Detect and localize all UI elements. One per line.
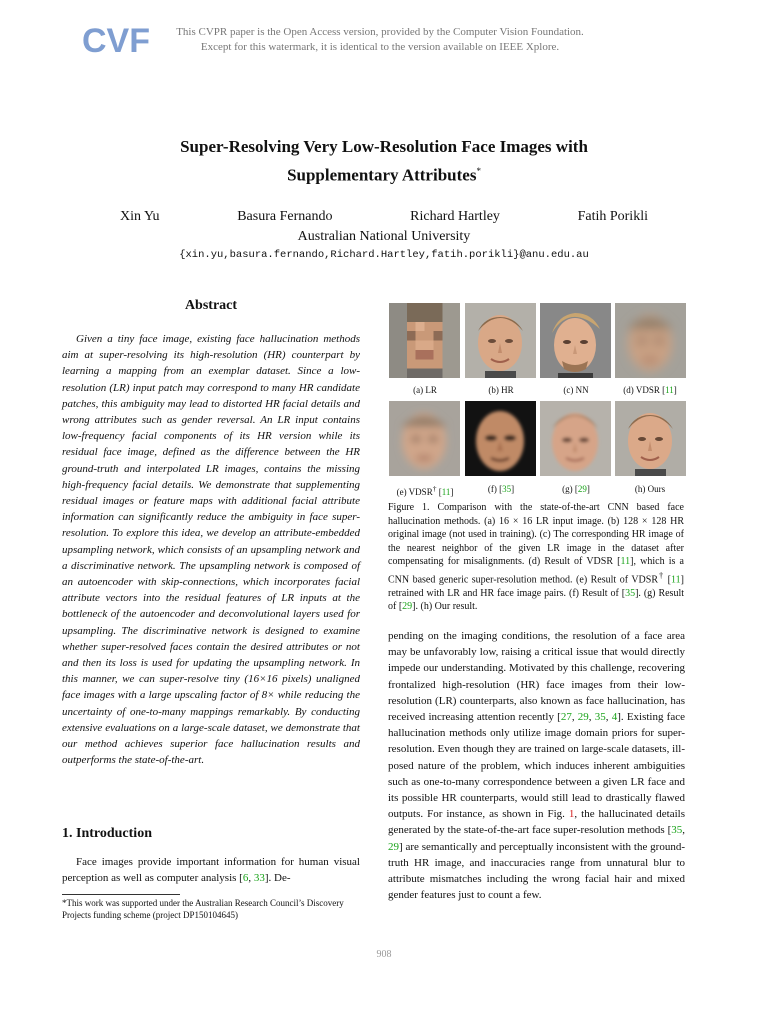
subfig-label-29: (g) [29]	[562, 484, 590, 494]
face-image-vdsr-retrained	[389, 401, 460, 476]
face-image-method-35	[465, 401, 536, 476]
face-image-nn	[540, 303, 611, 378]
citation-link[interactable]: 29	[402, 601, 413, 613]
citation-link[interactable]: 6	[242, 872, 249, 885]
footnote-divider	[62, 894, 180, 895]
watermark-line-1: This CVPR paper is the Open Access version, provided by the Computer Vision Foundation.	[176, 26, 584, 38]
citation-link[interactable]: 11	[665, 385, 674, 395]
intro-heading: 1. Introduction	[62, 826, 152, 841]
author-3: Richard Hartley	[410, 209, 500, 224]
watermark-line-2: Except for this watermark, it is identical to the version available on IEEE Xplore.	[200, 41, 560, 53]
face-image-lr	[389, 303, 460, 378]
citation-link[interactable]: 29	[577, 484, 587, 494]
abstract-text: Given a tiny face image, existing face hallucination methods aim at super-resolving its high-resolution (HR) counterpart by learning a mapping from an exemplar dataset. Since a low-resolution (LR) input patch may correspond to many HR candidate patches, this ambiguity may lead to distorted HR facial details and wrong attributes such as gender reversal. An LR input contains low-frequency facial components of its HR version while its residual face image, defined as the difference between the HR ground-truth and interpolated LR images, contains the missing high-frequency facial details. We demonstrate that supplementing residual images or feature maps with additional facial attribute information can significantly reduce the ambiguity in face super-resolution. To explore this idea, we develop an attribute-embedded upsampling network, which consists of an upsampling network and a discriminative network. The upsampling network is composed of an autoencoder with skip-connections, which incorporates facial attribute vectors into the residual features of LR inputs at the bottleneck of the autoencoder and deconvolutional layers used for upsampling. The discriminative network is designed to examine whether super-resolved faces contain the desired attributes or not and then its loss is used for updating the upsampling network. In this manner, we can super-resolve tiny (16×16 pixels) unaligned face images with a large upscaling factor of 8× while reducing the uncertainty of one-to-many mappings remarkably. By conducting extensive evaluations on a large-scale dataset, we demonstrate that our method achieves superior face hallucination results and outperforms the state-of-the-art.	[62, 333, 360, 767]
subfig-label-vdsr: (d) VDSR [11]	[623, 385, 677, 395]
affiliation: Australian National University	[297, 229, 471, 244]
citation-link[interactable]: 33	[253, 872, 265, 885]
footnote: *This work was supported under the Australian Research Council’s Discovery Projects funding scheme (project DP150104645)	[62, 898, 344, 920]
subfig-label-lr: (a) LR	[413, 385, 437, 395]
author-1: Xin Yu	[120, 209, 160, 224]
author-emails: {xin.yu,basura.fernando,Richard.Hartley,fatih.porikli}@anu.edu.au	[179, 249, 589, 261]
title-line-1: Super-Resolving Very Low-Resolution Face Images with	[180, 137, 588, 156]
face-image-ours	[615, 401, 686, 476]
title-line-2: Supplementary Attributes	[287, 165, 477, 185]
abstract-heading: Abstract	[184, 298, 238, 313]
watermark-notice	[150, 25, 610, 55]
page-number: 908	[376, 949, 392, 960]
citation-link[interactable]: 35	[671, 824, 683, 837]
subfig-label-nn: (c) NN	[563, 385, 589, 395]
intro-text: Face images provide important information for human visual perception as well as computer analysis [6, 33]. De-	[62, 856, 360, 885]
citation-link[interactable]: 35	[625, 587, 636, 599]
citation-link[interactable]: 27	[560, 711, 572, 724]
author-list	[120, 209, 648, 225]
paper-title	[100, 135, 668, 188]
figure-reference-link[interactable]: 1	[568, 808, 575, 821]
face-image-vdsr	[615, 303, 686, 378]
citation-link[interactable]: 11	[671, 574, 681, 586]
author-2: Basura Fernando	[237, 209, 333, 224]
citation-link[interactable]: 11	[441, 487, 451, 497]
subfig-label-hr: (b) HR	[488, 385, 514, 395]
intro-text-continued: pending on the imaging conditions, the resolution of a face area may be unfavorably low, raising a critical issue that would directly impede our understanding. Motivated by this challenge, recovering frontalized high-resolution (HR) face images from their low-resolution (LR) counterparts, also known as face hallucination, has received increasing attention recently [27, 29, 35, 4]. Existing face hallucination methods only utilize image domain priors for super-resolution. Even though they are trained on large-scale datasets, ill-posed nature of the problem, which induces inherent ambiguities such as one-to-many correspondence between a given LR face and its possible HR counterparts, would still lead to drastically flawed outputs. For instance, as shown in Fig. 1, the hallucinated details generated by the state-of-the-art face super-resolution methods [35, 29] are semantically and perceptually inconsistent with the ground-truth HR image, and inaccuracies range from unnatural blur to attribute mismatches including the wrong facial hair and mixed gender features just to count a few.	[388, 630, 686, 902]
citation-link[interactable]: 29	[388, 840, 399, 853]
subfig-label-ours: (h) Ours	[634, 484, 666, 494]
citation-link[interactable]: 35	[594, 711, 606, 724]
cvf-logo	[80, 18, 150, 60]
cvf-logo-text: CVF	[82, 22, 150, 60]
face-image-method-29	[540, 401, 611, 476]
figure-caption: Figure 1. Comparison with the state-of-the-art CNN based face hallucination methods. (a) 16 × 16 LR input image. (b) 128 × 128 HR original image (not used in training). (c) The corresponding HR image of the nearest neighbor of the given LR image in the dataset after compensating for misalignments. (d) Result of VDSR [11], which is a CNN based generic super-resolution method. (e) Result of VDSR† [11] retrained with LR and HR face image pairs. (f) Result of [35]. (g) Result of [29]. (h) Our result.	[388, 502, 685, 613]
title-footnote-mark: *	[476, 166, 481, 176]
face-image-hr	[465, 303, 536, 378]
subfig-label-35: (f) [35]	[487, 484, 515, 494]
citation-link[interactable]: 4	[611, 711, 618, 724]
subfig-label-vdsr-retrained: (e) VDSR† [11]	[396, 484, 454, 497]
citation-link[interactable]: 11	[620, 556, 631, 568]
citation-link[interactable]: 35	[502, 484, 512, 494]
figure-1	[386, 303, 686, 498]
author-4: Fatih Porikli	[577, 209, 648, 224]
citation-link[interactable]: 29	[577, 711, 589, 724]
